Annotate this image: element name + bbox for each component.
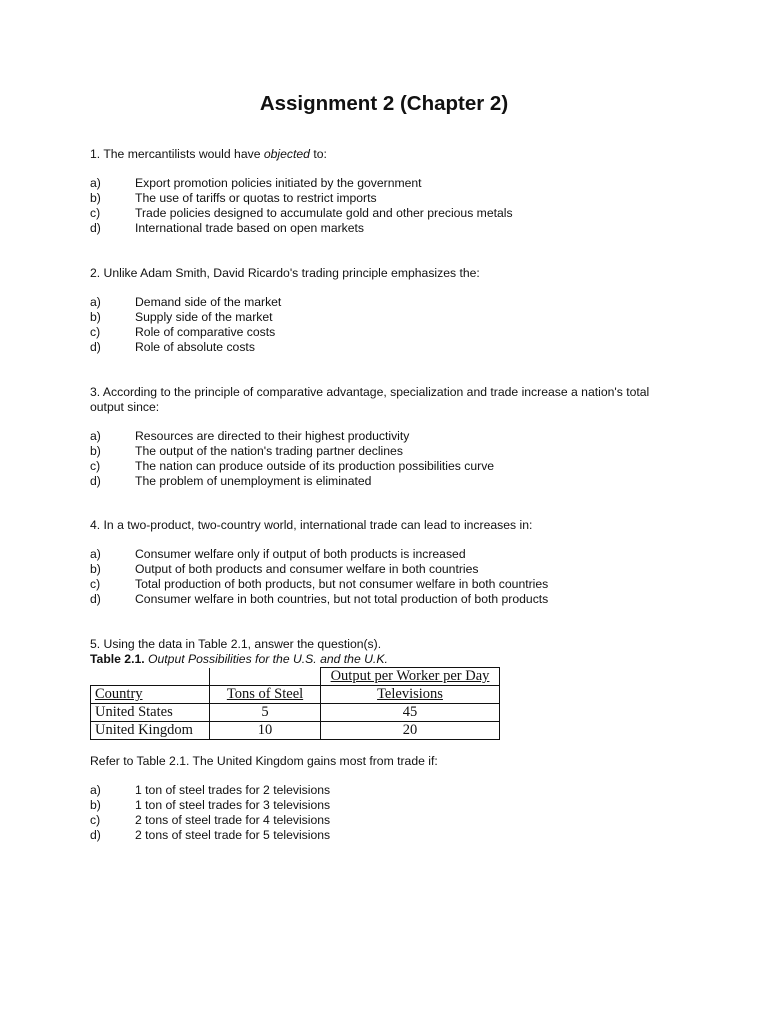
table-group-header: Output per Worker per Day	[321, 668, 500, 686]
table-header-televisions: Televisions	[321, 686, 500, 704]
question-3	[90, 385, 680, 489]
choice-5b: b) 1 ton of steel trades for 3 televisions	[90, 798, 331, 812]
question-2-text: 2. Unlike Adam Smith, David Ricardo's trading principle emphasizes the:	[90, 266, 480, 280]
choice-4a: a) Consumer welfare only if output of both products is increased	[90, 547, 466, 561]
choice-3d: d) The problem of unemployment is eliminated	[90, 474, 372, 488]
table-caption	[90, 652, 680, 666]
table-empty-cell	[210, 668, 321, 686]
question-1-emphasis: objected	[263, 147, 310, 161]
choice-1b: b) The use of tariffs or quotas to restrict imports	[90, 191, 377, 205]
choice-1a: a) Export promotion policies initiated by the government	[90, 176, 422, 190]
table-cell-televisions: 20	[321, 722, 500, 740]
table-header-country: Country	[91, 686, 210, 704]
table-empty-cell	[91, 668, 210, 686]
choice-5a: a) 1 ton of steel trades for 2 televisions	[90, 783, 331, 797]
question-5-text: 5. Using the data in Table 2.1, answer the question(s).	[90, 637, 382, 651]
question-2	[90, 266, 680, 355]
choice-2d: d) Role of absolute costs	[90, 340, 255, 354]
table-row	[91, 704, 500, 722]
choice-4d: d) Consumer welfare in both countries, but not total production of both products	[90, 592, 549, 606]
page-title: Assignment 2 (Chapter 2)	[259, 92, 509, 115]
choice-5d: d) 2 tons of steel trade for 5 televisions	[90, 828, 331, 842]
table-caption-label: Table 2.1.	[90, 652, 145, 666]
question-4	[90, 518, 680, 607]
table-caption-text: Output Possibilities for the U.S. and the U.K.	[144, 652, 388, 666]
choice-4c: c) Total production of both products, but not consumer welfare in both countries	[90, 577, 549, 591]
question-1-choices	[90, 176, 680, 236]
question-2-choices	[90, 295, 680, 355]
choice-1d: d) International trade based on open markets	[90, 221, 365, 235]
question-1-prefix: 1. The mercantilists would have	[90, 147, 264, 161]
question-4-text: 4. In a two-product, two-country world, international trade can lead to increases in:	[90, 518, 533, 532]
question-5-choices	[90, 783, 680, 843]
table-cell-televisions: 45	[321, 704, 500, 722]
table-header-steel: Tons of Steel	[210, 686, 321, 704]
choice-3b: b) The output of the nation's trading partner declines	[90, 444, 403, 458]
table-group-header-row	[91, 668, 500, 686]
choice-1c: c) Trade policies designed to accumulate gold and other precious metals	[90, 206, 513, 220]
question-5	[90, 637, 680, 843]
choice-5c: c) 2 tons of steel trade for 4 televisions	[90, 813, 331, 827]
table-header-row	[91, 686, 500, 704]
choice-4b: b) Output of both products and consumer welfare in both countries	[90, 562, 479, 576]
choice-2b: b) Supply side of the market	[90, 310, 273, 324]
table-cell-country: United Kingdom	[91, 722, 210, 740]
question-1-suffix: to:	[309, 147, 327, 161]
output-table	[90, 667, 500, 740]
table-cell-steel: 5	[210, 704, 321, 722]
choice-2c: c) Role of comparative costs	[90, 325, 276, 339]
choice-3c: c) The nation can produce outside of its production possibilities curve	[90, 459, 495, 473]
question-3-text: 3. According to the principle of comparative advantage, specialization and trade increase a nation's total output since:	[90, 385, 650, 414]
question-3-choices	[90, 429, 680, 489]
table-row	[91, 722, 500, 740]
choice-2a: a) Demand side of the market	[90, 295, 282, 309]
question-5-followup: Refer to Table 2.1. The United Kingdom gains most from trade if:	[90, 754, 438, 768]
question-1-text	[90, 147, 680, 162]
choice-3a: a) Resources are directed to their highest productivity	[90, 429, 410, 443]
question-4-choices	[90, 547, 680, 607]
table-cell-country: United States	[91, 704, 210, 722]
question-1	[90, 147, 680, 236]
table-cell-steel: 10	[210, 722, 321, 740]
